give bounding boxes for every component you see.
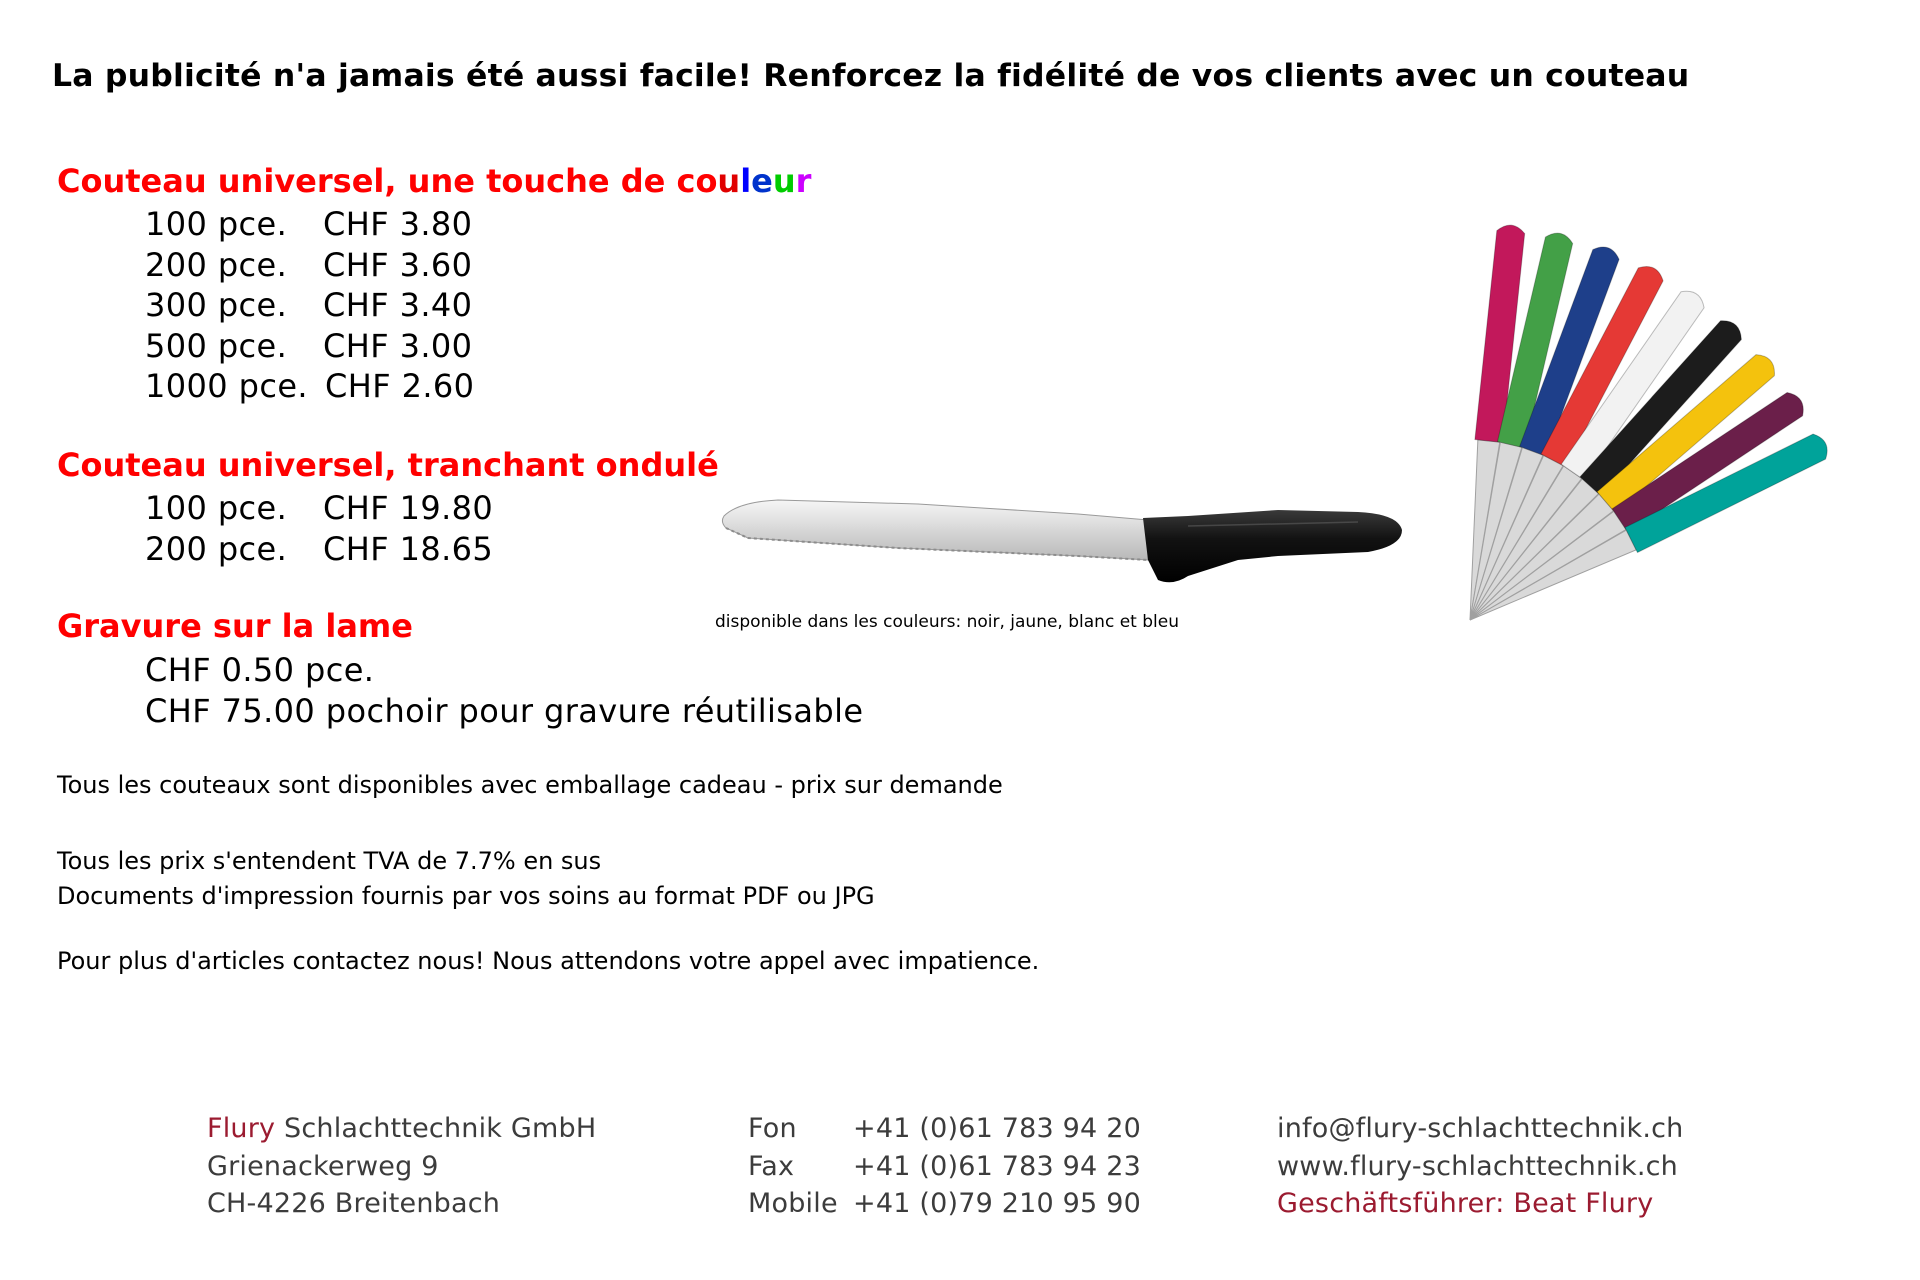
mobile-label: Mobile bbox=[748, 1188, 838, 1219]
price-amount: CHF 3.60 bbox=[323, 245, 473, 284]
print-documents-note: Documents d'impression fournis par vos soins au format PDF ou JPG bbox=[57, 882, 875, 910]
price-list-colored-knife bbox=[145, 204, 474, 407]
footer-company-name bbox=[207, 1110, 596, 1148]
price-row bbox=[145, 245, 474, 286]
footer-online-contact bbox=[1277, 1110, 1683, 1223]
title-colored-letter: u bbox=[772, 162, 796, 200]
engraving-line: CHF 75.00 pochoir pour gravure réutilisable bbox=[145, 691, 864, 730]
fax-number: +41 (0)61 783 94 23 bbox=[853, 1150, 1141, 1182]
price-amount: CHF 2.60 bbox=[325, 367, 475, 405]
price-row bbox=[145, 326, 474, 367]
fax-label: Fax bbox=[748, 1150, 795, 1182]
gift-wrap-note: Tous les couteaux sont disponibles avec emballage cadeau - prix sur demande bbox=[57, 771, 1003, 799]
knife-color-caption: disponible dans les couleurs: noir, jaune, blanc et bleu bbox=[715, 612, 1179, 632]
footer-phone-numbers bbox=[748, 1110, 1141, 1223]
price-qty: 1000 pce. bbox=[145, 367, 308, 405]
footer-phone-row bbox=[748, 1110, 1141, 1148]
phone-number: +41 (0)61 783 94 20 bbox=[853, 1113, 1141, 1144]
colored-knives-fan-image bbox=[1450, 170, 1870, 630]
price-qty: 300 pce. bbox=[145, 286, 288, 324]
footer-manager: Geschäftsführer: Beat Flury bbox=[1277, 1188, 1654, 1219]
contact-us-note: Pour plus d'articles contactez nous! Nous attendons votre appel avec impatience. bbox=[57, 947, 1040, 975]
section-title-colored-knife bbox=[57, 162, 811, 200]
section-title-engraving: Gravure sur la lame bbox=[57, 607, 413, 645]
engraving-line: CHF 0.50 pce. bbox=[145, 651, 375, 689]
price-amount: CHF 3.80 bbox=[323, 205, 473, 243]
price-row bbox=[145, 204, 474, 245]
price-row bbox=[145, 285, 474, 326]
serrated-knife-image bbox=[718, 490, 1408, 595]
price-qty: 100 pce. bbox=[145, 489, 288, 527]
footer-address bbox=[207, 1110, 596, 1223]
price-qty: 200 pce. bbox=[145, 245, 288, 284]
price-amount: CHF 3.40 bbox=[323, 286, 473, 324]
price-qty: 100 pce. bbox=[145, 205, 288, 243]
phone-label: Fon bbox=[748, 1113, 797, 1144]
price-row bbox=[145, 366, 474, 407]
page-headline: La publicité n'a jamais été aussi facile! Renforcez la fidélité de vos clients avec un couteau bbox=[52, 58, 1690, 94]
brand-name: Flury bbox=[207, 1113, 276, 1144]
price-amount: CHF 19.80 bbox=[323, 489, 494, 527]
title-colored-letter: l bbox=[740, 162, 752, 200]
price-amount: CHF 3.00 bbox=[323, 326, 473, 365]
company-name-rest: Schlachttechnik GmbH bbox=[275, 1113, 597, 1144]
section-title-prefix: Couteau universel, une touche de co bbox=[57, 162, 718, 200]
vat-note: Tous les prix s'entendent TVA de 7.7% en sus bbox=[57, 847, 602, 875]
section-title-colored-suffix bbox=[717, 162, 811, 200]
mobile-number: +41 (0)79 210 95 90 bbox=[853, 1188, 1141, 1219]
footer-street: Grienackerweg 9 bbox=[207, 1150, 439, 1182]
engraving-price-list bbox=[145, 650, 863, 731]
price-row bbox=[145, 529, 493, 570]
price-amount: CHF 18.65 bbox=[323, 529, 494, 568]
price-list-serrated-knife bbox=[145, 488, 493, 569]
footer-website: www.flury-schlachttechnik.ch bbox=[1277, 1150, 1678, 1182]
title-colored-letter: r bbox=[795, 162, 812, 200]
price-row bbox=[145, 488, 493, 529]
footer-city: CH-4226 Breitenbach bbox=[207, 1188, 501, 1219]
title-colored-letter: u bbox=[717, 162, 741, 200]
title-colored-letter: e bbox=[751, 162, 773, 200]
price-qty: 500 pce. bbox=[145, 326, 288, 365]
footer-mobile-row bbox=[748, 1185, 1141, 1223]
footer-fax-row bbox=[748, 1148, 1141, 1186]
section-title-serrated-knife: Couteau universel, tranchant ondulé bbox=[57, 446, 719, 484]
footer-email: info@flury-schlachttechnik.ch bbox=[1277, 1113, 1684, 1144]
price-qty: 200 pce. bbox=[145, 529, 288, 568]
